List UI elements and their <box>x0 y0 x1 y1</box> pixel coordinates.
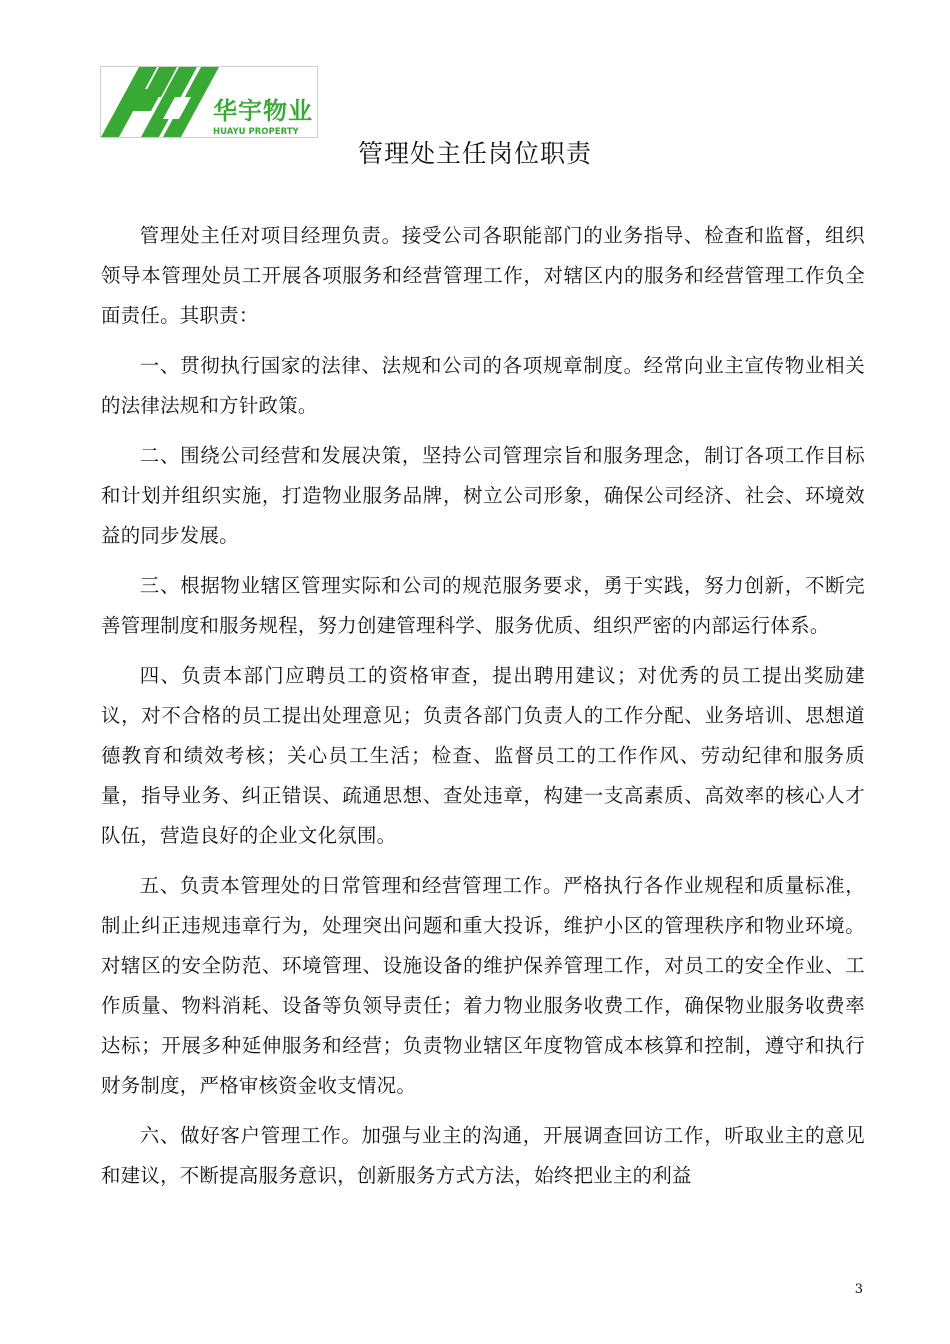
intro-paragraph: 管理处主任对项目经理负责。接受公司各职能部门的业务指导、检查和监督，组织领导本管理处员工开展各项服务和经营管理工作，对辖区内的服务和经营管理工作负全面责任。其职责： <box>101 224 865 327</box>
logo-text-en: HUAYU PROPERTY <box>213 127 299 137</box>
page-number: 3 <box>854 1282 863 1297</box>
company-logo <box>100 66 318 138</box>
document-body <box>101 216 865 1196</box>
duty-paragraph-5: 五、负责本管理处的日常管理和经营管理工作。严格执行各作业规程和质量标准，制止纠正违规违章行为，处理突出问题和重大投诉，维护小区的管理秩序和物业环境。对辖区的安全防范、环境管理、设施设备的维护保养管理工作，对员工的安全作业、工作质量、物料消耗、设备等负领导责任；着力物业服务收费工作，确保物业服务收费率达标；开展多种延伸服务和经营；负责物业辖区年度物管成本核算和控制，遵守和执行财务制度，严格审核资金收支情况。 <box>101 874 865 1097</box>
duty-paragraph-2: 二、围绕公司经营和发展决策，坚持公司管理宗旨和服务理念，制订各项工作目标和计划并组织实施，打造物业服务品牌，树立公司形象，确保公司经济、社会、环境效益的同步发展。 <box>101 444 865 547</box>
duty-paragraph-1: 一、贯彻执行国家的法律、法规和公司的各项规章制度。经常向业主宣传物业相关的法律法规和方针政策。 <box>101 354 865 417</box>
duty-paragraph-3: 三、根据物业辖区管理实际和公司的规范服务要求，勇于实践，努力创新，不断完善管理制度和服务规程，努力创建管理科学、服务优质、组织严密的内部运行体系。 <box>101 574 865 637</box>
duty-paragraph-4: 四、负责本部门应聘员工的资格审查，提出聘用建议；对优秀的员工提出奖励建议，对不合格的员工提出处理意见；负责各部门负责人的工作分配、业务培训、思想道德教育和绩效考核；关心员工生活；检查、监督员工的工作作风、劳动纪律和服务质量，指导业务、纠正错误、疏通思想、查处违章，构建一支高素质、高效率的核心人才队伍，营造良好的企业文化氛围。 <box>101 664 865 847</box>
logo-text-cn: 华宇物业 <box>213 97 313 125</box>
duty-paragraph-6: 六、做好客户管理工作。加强与业主的沟通，开展调查回访工作，听取业主的意见和建议，不断提高服务意识，创新服务方式方法，始终把业主的利益 <box>101 1124 865 1187</box>
huayu-logo-mark <box>101 67 317 137</box>
document-title: 管理处主任岗位职责 <box>357 139 592 168</box>
